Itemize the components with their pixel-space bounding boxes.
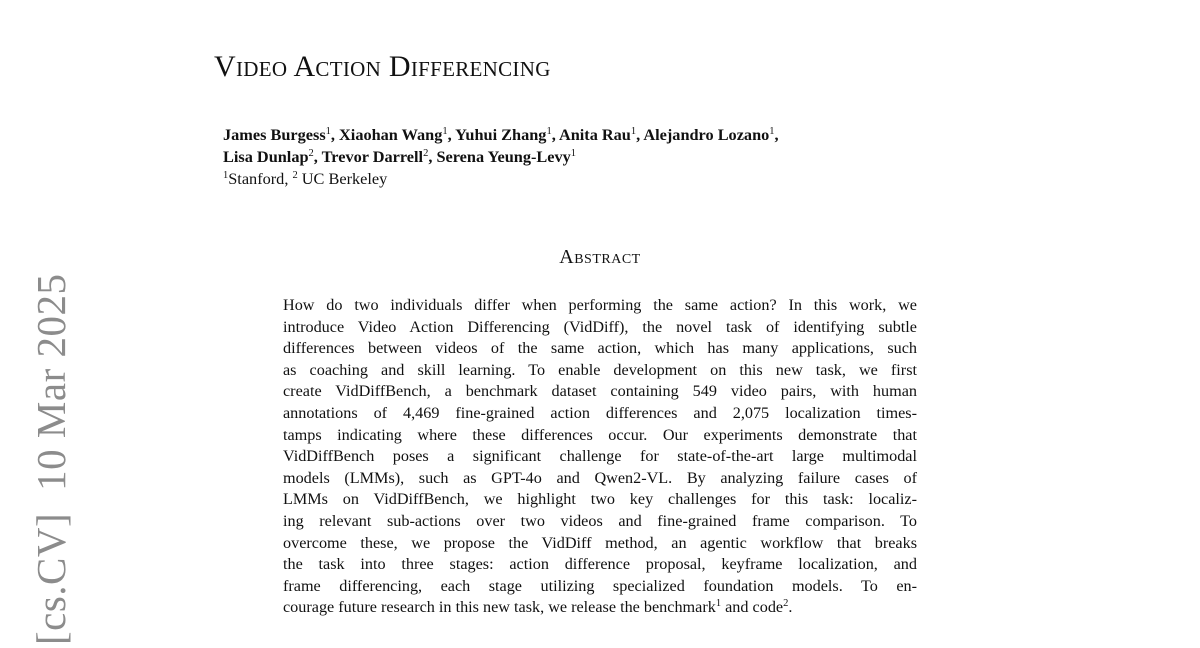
affiliation-mark: 1 xyxy=(223,170,229,181)
author-separator: , xyxy=(551,125,559,144)
abstract-line: introduce Video Action Differencing (VidDiff), the novel task of identifying subtle xyxy=(283,317,917,336)
affiliation-mark: 2 xyxy=(292,170,298,181)
abstract-line: overcome these, we propose the VidDiff method, an agentic workflow that breaks xyxy=(283,533,917,552)
arxiv-category: [cs.CV] xyxy=(28,512,74,645)
author-name: Trevor Darrell xyxy=(321,147,424,166)
abstract-line: models (LMMs), such as GPT-4o and Qwen2-VL. By analyzing failure cases of xyxy=(283,468,917,487)
abstract-line: create VidDiffBench, a benchmark dataset containing 549 video pairs, with human xyxy=(283,382,917,401)
author-separator: , xyxy=(447,125,456,144)
abstract-line: frame differencing, each stage utilizing specialized foundation models. To en- xyxy=(283,576,917,595)
abstract-line: as coaching and skill learning. To enable development on this new task, we first xyxy=(283,360,917,379)
author-separator: , xyxy=(330,125,340,144)
author-line-1 xyxy=(223,124,943,146)
author-affiliation-mark: 1 xyxy=(769,126,775,137)
abstract-line: annotations of 4,469 fine-grained action differences and 2,075 localization times- xyxy=(283,403,917,422)
abstract-line: How do two individuals differ when performing the same action? In this work, we xyxy=(283,296,917,314)
author-block xyxy=(223,124,943,190)
author-name: James Burgess xyxy=(223,125,326,144)
abstract-line: ing relevant sub-actions over two videos and fine-grained frame comparison. To xyxy=(283,511,917,530)
author-name: Lisa Dunlap xyxy=(223,147,309,166)
abstract-last-line xyxy=(283,597,917,619)
author-name: Xiaohan Wang xyxy=(339,125,443,144)
abstract-line: VidDiffBench poses a significant challenge for state-of-the-art large multimodal xyxy=(283,447,917,466)
abstract-body xyxy=(283,295,917,619)
footnote-mark-code: 2 xyxy=(783,598,789,610)
arxiv-side-stamp xyxy=(28,273,74,645)
author-affiliation-mark: 2 xyxy=(423,148,429,159)
arxiv-date: 10 Mar 2025 xyxy=(28,273,74,491)
abstract-text: . xyxy=(788,598,793,617)
affiliation-separator: , xyxy=(284,169,293,188)
author-affiliation-mark: 1 xyxy=(630,126,637,137)
abstract-heading: Abstract xyxy=(559,246,641,268)
footnote-mark-benchmark: 1 xyxy=(715,598,722,610)
author-name: Anita Rau xyxy=(558,125,631,144)
abstract-text: courage future research in this new task, we release the benchmark xyxy=(283,598,716,617)
abstract-line: tamps indicating where these differences occur. Our experiments demonstrate that xyxy=(283,425,917,444)
author-separator: , xyxy=(774,125,779,144)
author-affiliation-mark: 1 xyxy=(442,126,448,137)
author-name: Alejandro Lozano xyxy=(643,125,770,144)
author-separator: , xyxy=(636,125,644,144)
author-name: Serena Yeung-Levy xyxy=(436,147,571,166)
author-affiliation-mark: 1 xyxy=(325,126,331,137)
abstract-line: the task into three stages: action difference proposal, keyframe localization, and xyxy=(283,555,917,574)
affiliation-name: Stanford xyxy=(228,169,285,188)
author-line-2 xyxy=(223,146,943,168)
abstract-line: differences between videos of the same action, which has many applications, such xyxy=(283,339,917,358)
author-affiliation-mark: 2 xyxy=(308,148,314,159)
abstract-line: LMMs on VidDiffBench, we highlight two key challenges for this task: localiz- xyxy=(283,490,917,509)
abstract-text: and code xyxy=(721,598,784,617)
author-separator: , xyxy=(428,147,437,166)
author-separator: , xyxy=(313,147,322,166)
author-affiliation-mark: 1 xyxy=(570,148,577,159)
author-name: Yuhui Zhang xyxy=(455,125,547,144)
affiliation-line xyxy=(223,168,943,190)
author-affiliation-mark: 1 xyxy=(546,126,552,137)
paper-title: Video Action Differencing xyxy=(214,50,551,83)
affiliation-name: UC Berkeley xyxy=(297,169,388,188)
